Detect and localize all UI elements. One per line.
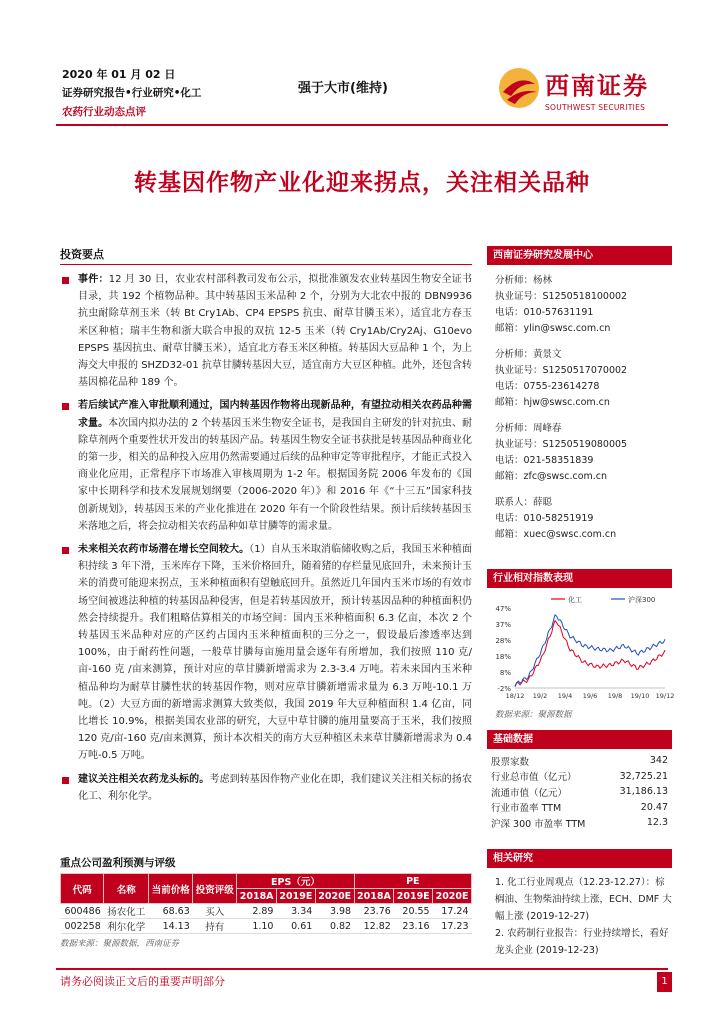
bullet-event: [60, 271, 472, 391]
forecast-table: [60, 873, 472, 934]
cell-value: 23.16: [394, 919, 433, 934]
bullet-square-icon: [62, 547, 69, 554]
forecast-table-title: 重点公司盈利预测与评级: [60, 857, 176, 869]
logo-text: 西南证券: [545, 71, 649, 100]
analyst-email[interactable]: 邮箱：zfc@swsc.com.cn: [495, 471, 608, 482]
x-tick-label: 19/8: [607, 692, 623, 700]
bullet-market: [60, 541, 472, 765]
southwest-logo-icon: [497, 66, 541, 110]
footer-divider: [56, 968, 668, 970]
bullet-lead: 若后续试产准入审批顺利通过，国内转基因作物将出现新品种，有望拉动相关农药品种需求量。: [78, 400, 472, 429]
bullet-lead: 建议关注相关农药龙头标的。: [78, 773, 210, 785]
col-year: 2018A: [237, 889, 277, 904]
stat-label: 行业总市值（亿元）: [491, 772, 577, 784]
cell-value: 20.55: [394, 904, 433, 919]
x-tick-label: 19/2: [532, 692, 548, 700]
table-source: 数据来源：聚源数据，西南证券: [60, 939, 180, 949]
stat-value: 342: [649, 755, 668, 767]
basic-data-title: 基础数据: [487, 730, 672, 749]
basic-data-table: [487, 753, 672, 831]
analyst-name: 分析师：杨林: [495, 275, 553, 286]
x-tick-label: 19/12: [655, 692, 675, 700]
report-title: 转基因作物产业化迎来拐点，关注相关品种: [134, 170, 590, 196]
x-tick-label: 18/12: [505, 692, 525, 700]
contact-phone: 电话：010-58251919: [495, 513, 594, 524]
report-subtype: 农药行业动态点评: [62, 106, 146, 118]
table-row: [487, 784, 672, 800]
stat-value: 31,186.13: [619, 786, 668, 798]
bullet-square-icon: [62, 277, 69, 284]
cell-price: 68.63: [149, 904, 193, 919]
col-price: 当前价格: [149, 874, 193, 904]
col-eps: EPS（元）: [237, 874, 354, 889]
x-tick-label: 19/6: [582, 692, 598, 700]
y-tick-label: 18%: [495, 653, 511, 661]
col-year: 2019E: [394, 889, 433, 904]
contact-email[interactable]: 邮箱：xuec@swsc.com.cn: [495, 529, 617, 540]
relative-index-chart: [487, 592, 675, 704]
cell-value: 12.82: [354, 919, 394, 934]
y-tick-label: 37%: [495, 621, 511, 629]
stat-label: 沪深 300 市盈率 TTM: [491, 818, 586, 830]
related-item[interactable]: 2. 农药制行业报告：行业持续增长，看好龙头企业 (2019-12-23): [495, 927, 669, 956]
y-tick-label: 47%: [495, 605, 511, 613]
table-row: [487, 815, 672, 831]
cell-value: 17.23: [433, 919, 472, 934]
stat-value: 20.47: [640, 801, 668, 813]
cell-price: 14.13: [149, 919, 193, 934]
bullet-recommend: [60, 771, 472, 805]
analyst-phone: 电话：021-58351839: [495, 455, 594, 466]
industry-rating: 强于大市(维持): [298, 81, 388, 96]
stat-label: 行业市盈率 TTM: [491, 803, 562, 815]
report-date: 2020 年 01 月 02 日: [62, 68, 176, 81]
y-tick-label: -2%: [497, 685, 511, 693]
bullet-text: （1）自从玉米取消临储收购之后，我国玉米种植面积持续 3 年下滑，玉米库存下降，玉米价格回升，随着猪的存栏量见底回升，未来预计玉米的消费可能迎来拐点，玉米种植面积有望触底回升。虽然近几年国内玉米市场的有效市场空间被逃法种植的转基因品种侵害，但是若转基因放开，预计转基因品种的种植面积仍然会持续提升。我们粗略估算相关的市场空间：国内玉米种植面积 6.3 亿亩，本次 2 个转基因玉米品种对应的产区约占国内玉米种植面积的三分之一，假设最后渗透率达到 100%，由于耐药性问题，一般草甘膦每亩施用量会逐年有所增加，我们按照 110 克/亩-160 克 /亩来测算，预计对应的草甘膦新增需求为 2.3-3.4 万吨。若未来国内玉米种植品种均为耐草甘膦性状的转基因作物，则对应草甘膦新增需求量为 6.3 万吨-10.1 万吨。（2）大豆方面的新增需求测算大致类似，我国 2019 年大豆种植面积 1.4 亿亩，同比增长 10.9%，根据美国农业部的研究，大豆中草甘膦的施用量要高于玉米，我们按照 120 克/亩-160 克/亩来测算，预计本次相关的南方大豆种植区未来草甘膦新增需求为 0.4 万吨-0.5 万吨。: [78, 544, 472, 762]
col-year: 2020E: [433, 889, 472, 904]
analyst-email[interactable]: 邮箱：ylin@swsc.com.cn: [495, 323, 611, 334]
analyst-cert: 执业证号：S1250519080005: [495, 439, 628, 450]
analyst-list: [487, 273, 672, 543]
bullet-square-icon: [62, 777, 69, 784]
bullet-lead: 未来相关农药市场潜在增长空间较大。: [78, 544, 250, 556]
col-year: 2019E: [276, 889, 315, 904]
cell-value: 0.61: [276, 919, 315, 934]
col-year: 2020E: [315, 889, 354, 904]
chart-source: 数据来源：聚源数据: [495, 710, 572, 720]
analyst-cert: 执业证号：S1250517070002: [495, 365, 628, 376]
x-tick-label: 19/4: [557, 692, 573, 700]
section-title: 投资要点: [60, 246, 472, 265]
page-number: 1: [657, 972, 672, 992]
logo-english: SOUTHWEST SECURITIES: [545, 103, 646, 112]
related-item[interactable]: 1. 化工行业周观点（12.23-12.27）：棕榈油、生物柴油持续上涨，ECH、DMF 大幅上涨 (2019-12-27): [495, 876, 672, 922]
analyst-name: 分析师：周峰春: [495, 423, 562, 434]
stat-label: 流通市值（亿元）: [491, 787, 568, 799]
analyst-email[interactable]: 邮箱：hjw@swsc.com.cn: [495, 397, 610, 408]
stat-value: 12.3: [646, 817, 668, 829]
header-divider: [56, 124, 668, 126]
bullet-text: 本次国内拟办法的 2 个转基因玉米生物安全证书，是我国自主研发的针对抗虫、耐除草剂两个重要性状开发出的转基因产品。转基因生物安全证书获批是转基因品种商业化的第一步，相关的品种投入应用仍然需要通过后续的品种审定等审批程序，才能正式投入商业化应用，正常程序下市场准入审核周期为 1-2 年。根据国务院 2006 年发布的《国家中长期科学和技术发展规划纲要（2006-2020 年）》和 2016 年《“十三五”国家科技创新规划》，转基因玉米的产业化推进在 2020 年有一个阶段性结果。预计后续转基因玉米落地之后，将会拉动相关农药品种如草甘膦等的需求量。: [78, 417, 472, 532]
cell-name: 扬农化工: [104, 904, 149, 919]
cell-value: 3.34: [276, 904, 315, 919]
table-row: [61, 919, 472, 934]
table-row: [487, 800, 672, 816]
analyst-phone: 电话：0755-23614278: [495, 381, 600, 392]
stat-value: 32,725.21: [619, 770, 668, 782]
research-center-title: 西南证券研究发展中心: [487, 246, 672, 265]
related-list: [487, 874, 672, 959]
cell-value: 0.82: [315, 919, 354, 934]
cell-value: 17.24: [433, 904, 472, 919]
cell-code: 002258: [61, 919, 104, 934]
bullet-text: 考虑到转基因作物产业化在即，我们建议关注相关标的扬农化工、利尔化学。: [78, 773, 473, 802]
sidebar: [487, 246, 675, 959]
cell-rating: 买入: [193, 904, 237, 919]
investment-highlights: [60, 246, 472, 805]
stat-label: 股票家数: [491, 756, 530, 768]
bullet-text: 12 月 30 日，农业农村部科教司发布公示，拟批准颁发农业转基因生物安全证书目录，共 192 个植物品种。其中转基因玉米品种 2 个，分别为大北农中报的 DBN9936 抗虫耐除草剂玉米（转 Bt Cry1Ab、CP4 EPSPS 抗虫、耐草甘膦玉米），适宜北方春玉米区种植；瑞丰生物和浙大联合申报的双抗 12-5 玉米（转 Cry1Ab/Cry2Aj、G10evo EPSPS 基因抗虫、耐草甘膦玉米），适宜北方春玉米区种植。转基因大豆品种 1 个，为上海交大申报的 SHZD32-01 抗草甘膦转基因大豆，适宜南方大豆区种植。此外，还包含转基因棉花品种 189 个。: [78, 274, 472, 389]
y-tick-label: 8%: [499, 669, 511, 677]
contact-name: 联系人：薛聪: [495, 497, 553, 508]
cell-rating: 持有: [193, 919, 237, 934]
bullet-square-icon: [62, 403, 69, 410]
cell-value: 23.76: [354, 904, 394, 919]
table-row: [61, 904, 472, 919]
analyst-cert: 执业证号：S1250518100002: [495, 291, 628, 302]
cell-code: 600486: [61, 904, 104, 919]
table-row: [487, 769, 672, 785]
legend-label: 化工: [568, 596, 582, 604]
col-code: 代码: [61, 874, 104, 904]
bullet-approval: [60, 397, 472, 535]
col-rating: 投资评级: [193, 874, 237, 904]
table-row: [487, 753, 672, 769]
col-pe: PE: [354, 874, 471, 889]
legend-label: 沪深300: [628, 596, 656, 604]
col-year: 2018A: [354, 889, 394, 904]
chart-title: 行业相对指数表现: [487, 569, 672, 588]
cell-value: 1.10: [237, 919, 277, 934]
cell-name: 利尔化学: [104, 919, 149, 934]
cell-value: 2.89: [237, 904, 277, 919]
disclaimer-notice: 请务必阅读正文后的重要声明部分: [60, 975, 225, 988]
bullet-lead: 事件：: [78, 274, 109, 285]
series-line-0: [515, 621, 665, 686]
x-tick-label: 19/10: [630, 692, 650, 700]
related-research-title: 相关研究: [487, 849, 672, 868]
analyst-name: 分析师：黄景文: [495, 349, 562, 360]
series-line-1: [515, 615, 665, 687]
y-tick-label: 28%: [495, 637, 511, 645]
col-name: 名称: [104, 874, 149, 904]
report-type: 证券研究报告•行业研究•化工: [62, 87, 202, 99]
analyst-phone: 电话：010-57631191: [495, 307, 594, 318]
cell-value: 3.98: [315, 904, 354, 919]
